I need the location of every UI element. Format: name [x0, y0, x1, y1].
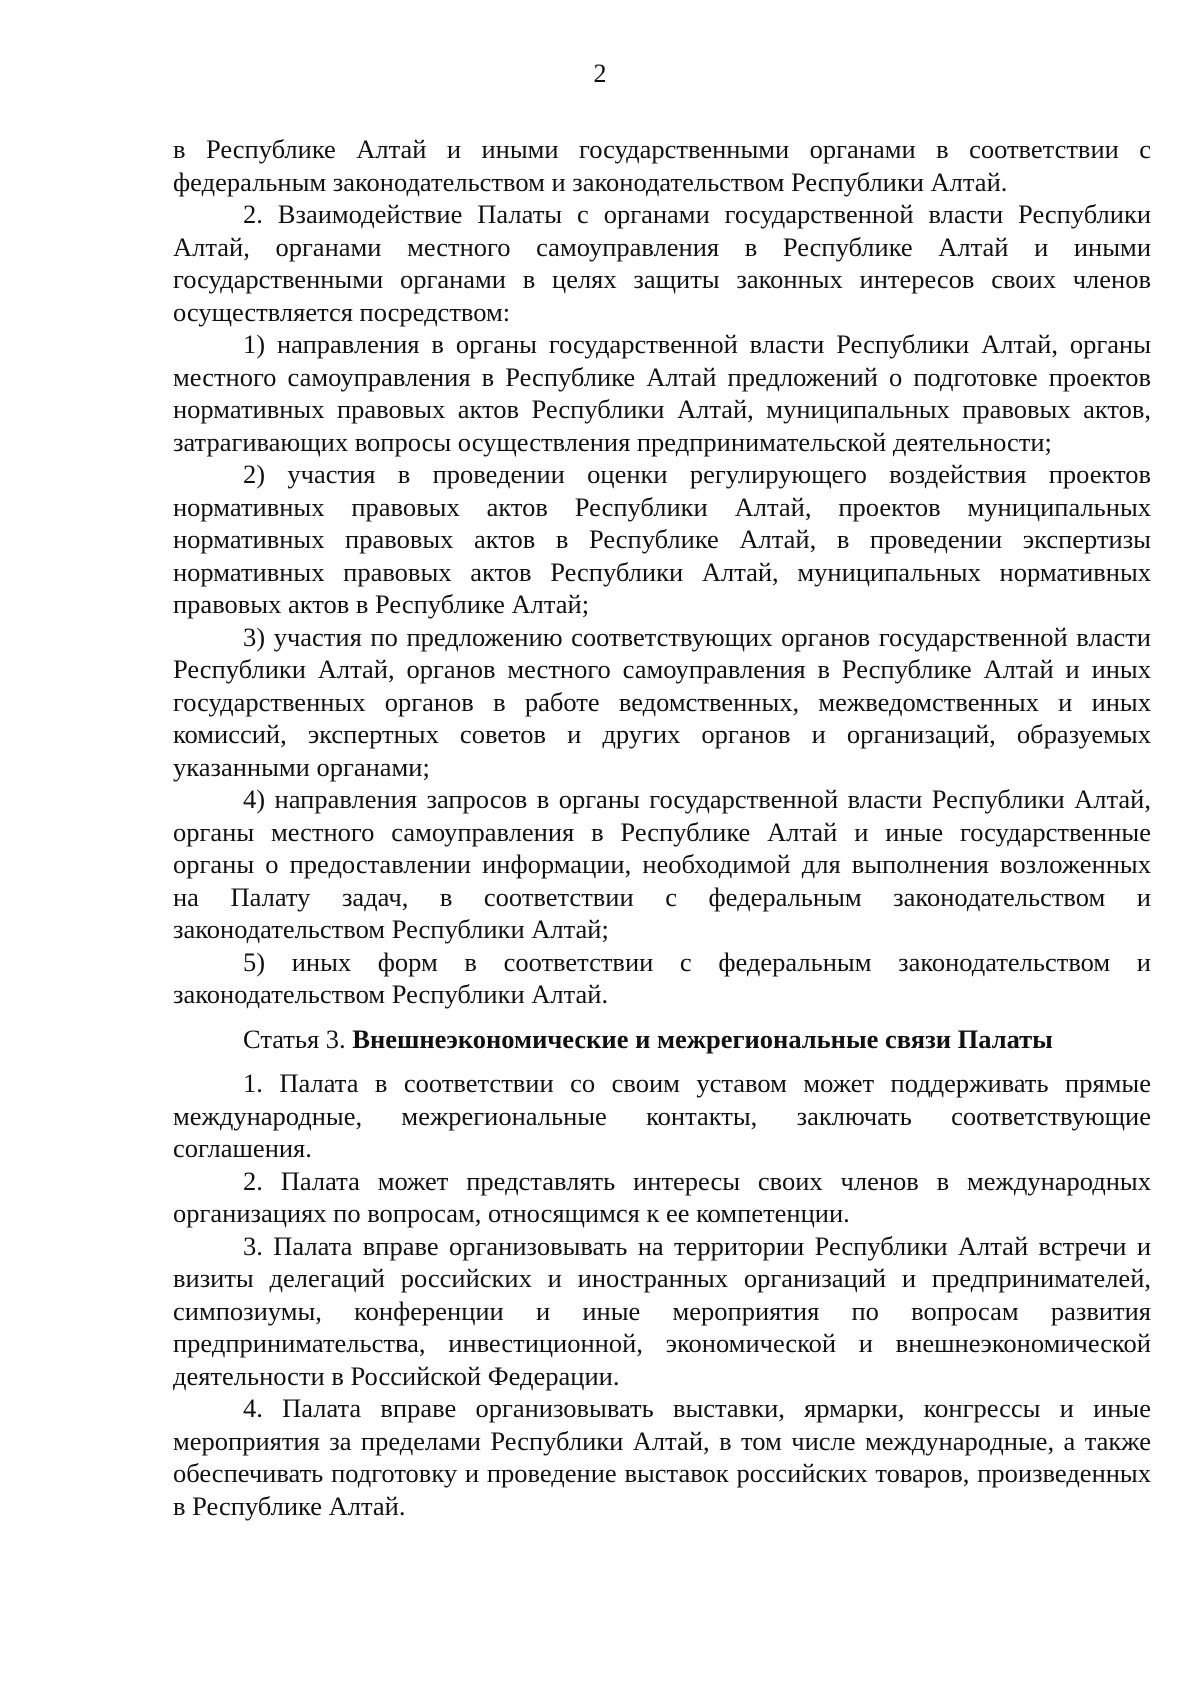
- paragraph: 2. Палата может представлять интересы своих членов в международных организациях по вопросам, относящимся к ее компетенции.: [173, 1165, 1151, 1228]
- paragraph: 4. Палата вправе организовывать выставки, ярмарки, конгрессы и иные мероприятия за пределами Республики Алтай, в том числе международные, а также обеспечивать подготовку и проведение выставок российских товаров, произведенных в Республике Алтай.: [173, 1393, 1151, 1521]
- paragraph: 3) участия по предложению соответствующих органов государственной власти Республики Алтай, органов местного самоуправления в Республике Алтай и иных государственных органов в работе ведомственных, межведомственных и иных комиссий, экспертных советов и других органов и организаций, образуемых указанными органами;: [173, 621, 1151, 782]
- page-number: 2: [593, 59, 607, 88]
- paragraph: 1. Палата в соответствии со своим уставом может поддерживать прямые международные, межрегиональные контакты, заключать соответствующие соглашения.: [173, 1068, 1151, 1163]
- paragraph: 5) иных форм в соответствии с федеральным законодательством и законодательством Республики Алтай.: [173, 946, 1151, 1009]
- article-label: Статья 3.: [243, 1023, 353, 1054]
- article-title: Внешнеэкономические и межрегиональные связи Палаты: [352, 1023, 1053, 1054]
- paragraphs-before-article: [173, 133, 1151, 1011]
- paragraph: 1) направления в органы государственной власти Республики Алтай, органы местного самоуправления в Республике Алтай предложений о подготовке проектов нормативных правовых актов Республики Алтай, муниципальных правовых актов, затрагивающих вопросы осуществления предпринимательской деятельности;: [173, 329, 1151, 457]
- paragraph: 2) участия в проведении оценки регулирующего воздействия проектов нормативных правовых актов Республики Алтай, проектов муниципальных нормативных правовых актов в Республике Алтай, в проведении экспертизы нормативных правовых актов Республики Алтай, муниципальных нормативных правовых актов в Республике Алтай;: [173, 459, 1151, 619]
- paragraphs-after-article: [173, 1067, 1151, 1522]
- paragraph: в Республике Алтай и иными государственными органами в соответствии с федеральным законодательством и законодательством Республики Алтай.: [173, 134, 1151, 197]
- paragraph: 2. Взаимодействие Палаты с органами государственной власти Республики Алтай, органами местного самоуправления в Республике Алтай и иными государственными органами в целях защиты законных интересов своих членов осуществляется посредством:: [173, 199, 1151, 327]
- paragraph: 4) направления запросов в органы государственной власти Республики Алтай, органы местного самоуправления в Республике Алтай и иные государственные органы о предоставлении информации, необходимой для выполнения возложенных на Палату задач, в соответствии с федеральным законодательством и законодательством Республики Алтай;: [173, 784, 1151, 944]
- document-body: [173, 133, 1151, 1522]
- paragraph: 3. Палата вправе организовывать на территории Республики Алтай встречи и визиты делегаций российских и иностранных организаций и предпринимателей, симпозиумы, конференции и иные мероприятия по вопросам развития предпринимательства, инвестиционной, экономической и внешнеэкономической деятельности в Российской Федерации.: [173, 1230, 1151, 1391]
- article-heading: [173, 1023, 1151, 1056]
